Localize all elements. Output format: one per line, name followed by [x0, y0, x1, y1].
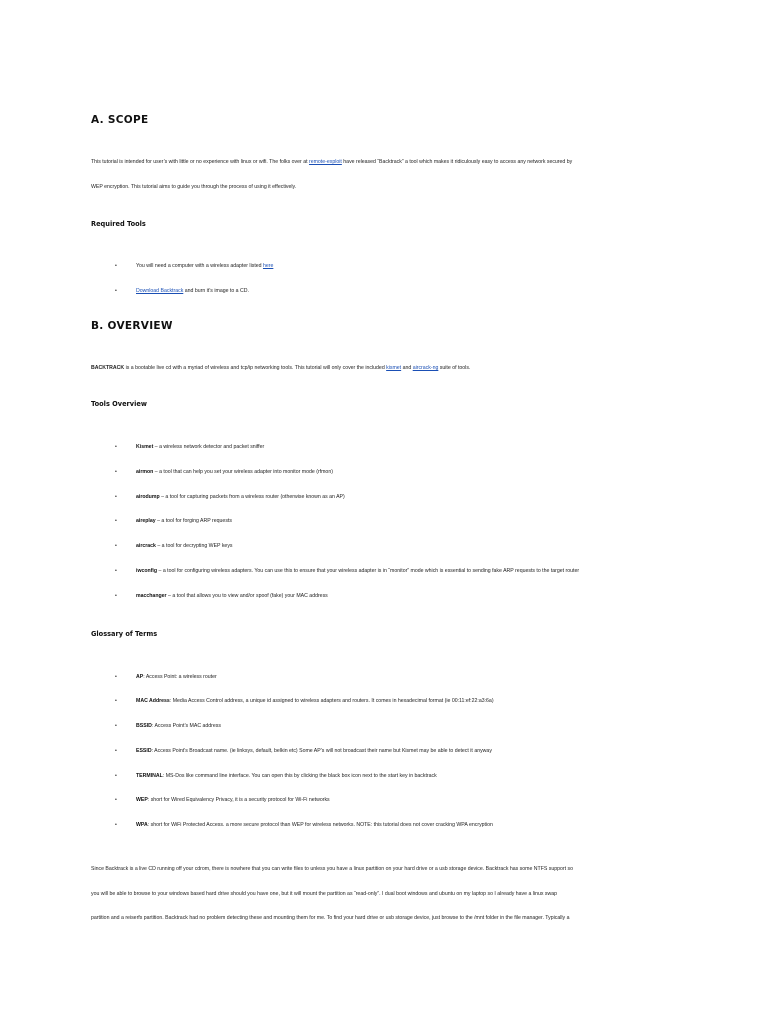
bullet-icon: • [115, 288, 117, 294]
list-item: AP: Access Point: a wireless router [136, 674, 217, 680]
closing-paragraph-line1: Since Backtrack is a live CD running off your cdrom, there is nowhere that you can write files to unless you have a linux partition on your hard drive or a usb storage device. Backtrack has some NTFS support so [91, 866, 573, 872]
bullet-icon: • [115, 494, 117, 500]
closing-paragraph-line2: you will be able to browse to your windows based hard drive should you have one, but it will mount the partition as “read-only”. I dual boot windows and ubuntu on my laptop so I already have a linux swap [91, 891, 557, 897]
list-item: aircrack – a tool for decrypting WEP keys [136, 543, 233, 549]
tools-overview-heading: Tools Overview [91, 400, 147, 408]
list-item: WPA: short for WiFi Protected Access. a more secure protocol than WEP for wireless networks. NOTE: this tutorial does not cover cracking WPA encryption [136, 822, 493, 828]
list-item: Download Backtrack and burn it’s image to a CD. [136, 288, 249, 294]
bullet-icon: • [115, 748, 117, 754]
bullet-icon: • [115, 543, 117, 549]
bullet-icon: • [115, 773, 117, 779]
list-item: WEP: short for Wired Equivalency Privacy, it is a security protocol for Wi-Fi networks [136, 797, 330, 803]
scope-intro-line1 [91, 159, 572, 165]
list-item: airmon – a tool that can help you set your wireless adapter into monitor mode (rfmon) [136, 469, 333, 475]
list-item: airodump – a tool for capturing packets from a wireless router (otherwise known as an AP) [136, 494, 345, 500]
list-item: iwconfig – a tool for configuring wireless adapters. You can use this to ensure that your wireless adapter is in “monitor” mode which is essential to sending fake ARP requests to the target router [136, 568, 580, 574]
bullet-icon: • [115, 444, 117, 450]
overview-heading: B. OVERVIEW [91, 320, 173, 332]
scope-intro-line2: WEP encryption. This tutorial aims to guide you through the process of using it effectively. [91, 184, 297, 190]
bullet-icon: • [115, 568, 117, 574]
list-item: aireplay – a tool for forging ARP requests [136, 518, 232, 524]
glossary-heading: Glossary of Terms [91, 630, 158, 638]
kismet-link[interactable]: kismet [386, 365, 402, 371]
required-tools-heading: Required Tools [91, 220, 146, 228]
scope-intro-text1: This tutorial is intended for user’s with little or no experience with linux or wifi. The folks over at [91, 159, 309, 165]
list-item: BSSID: Access Point’s MAC address [136, 723, 221, 729]
list-item: TERMINAL: MS-Dos like command line interface. You can open this by clicking the black box icon next to the start key in backtrack [136, 773, 437, 779]
bullet-icon: • [115, 822, 117, 828]
list-item: MAC Address: Media Access Control address, a unique id assigned to wireless adapters and routers. It comes in hexadecimal format (ie 00:11:ef:22:a3:6a) [136, 698, 494, 704]
download-backtrack-link[interactable]: Download Backtrack [136, 288, 184, 294]
list-item: You will need a computer with a wireless adapter listed here [136, 263, 274, 269]
bullet-icon: • [115, 593, 117, 599]
scope-heading: A. SCOPE [91, 114, 149, 126]
here-link[interactable]: here [262, 263, 274, 269]
aircrack-ng-link[interactable]: aircrack-ng [412, 365, 439, 371]
list-item: Kismet – a wireless network detector and packet sniffer [136, 444, 265, 450]
scope-intro-text2: have released “Backtrack” a tool which makes it ridiculously easy to access any network secured by [341, 159, 573, 165]
list-item: macchanger – a tool that allows you to view and/or spoof (fake) your MAC address [136, 593, 328, 599]
remote-exploit-link[interactable]: remote-exploit [308, 159, 342, 165]
bullet-icon: • [115, 797, 117, 803]
bullet-icon: • [115, 518, 117, 524]
bullet-icon: • [115, 469, 117, 475]
overview-intro: BACKTRACK is a bootable live cd with a myriad of wireless and tcp/ip networking tools. This tutorial will only cover the included kismet and aircrack-ng suite of tools. [91, 365, 471, 371]
bullet-icon: • [115, 263, 117, 269]
bullet-icon: • [115, 698, 117, 704]
closing-paragraph-line3: partition and a reiserfs partition. Backtrack had no problem detecting these and mounting them for me. To find your hard drive or usb storage device, just browse to the /mnt folder in the file manager. Typically a [91, 915, 570, 921]
bullet-icon: • [115, 674, 117, 680]
list-item: ESSID: Access Point’s Broadcast name. (ie linksys, default, belkin etc) Some AP’s will not broadcast their name but Kismet may be able to detect it anyway [136, 748, 492, 754]
backtrack-term: BACKTRACK [91, 365, 125, 371]
bullet-icon: • [115, 723, 117, 729]
